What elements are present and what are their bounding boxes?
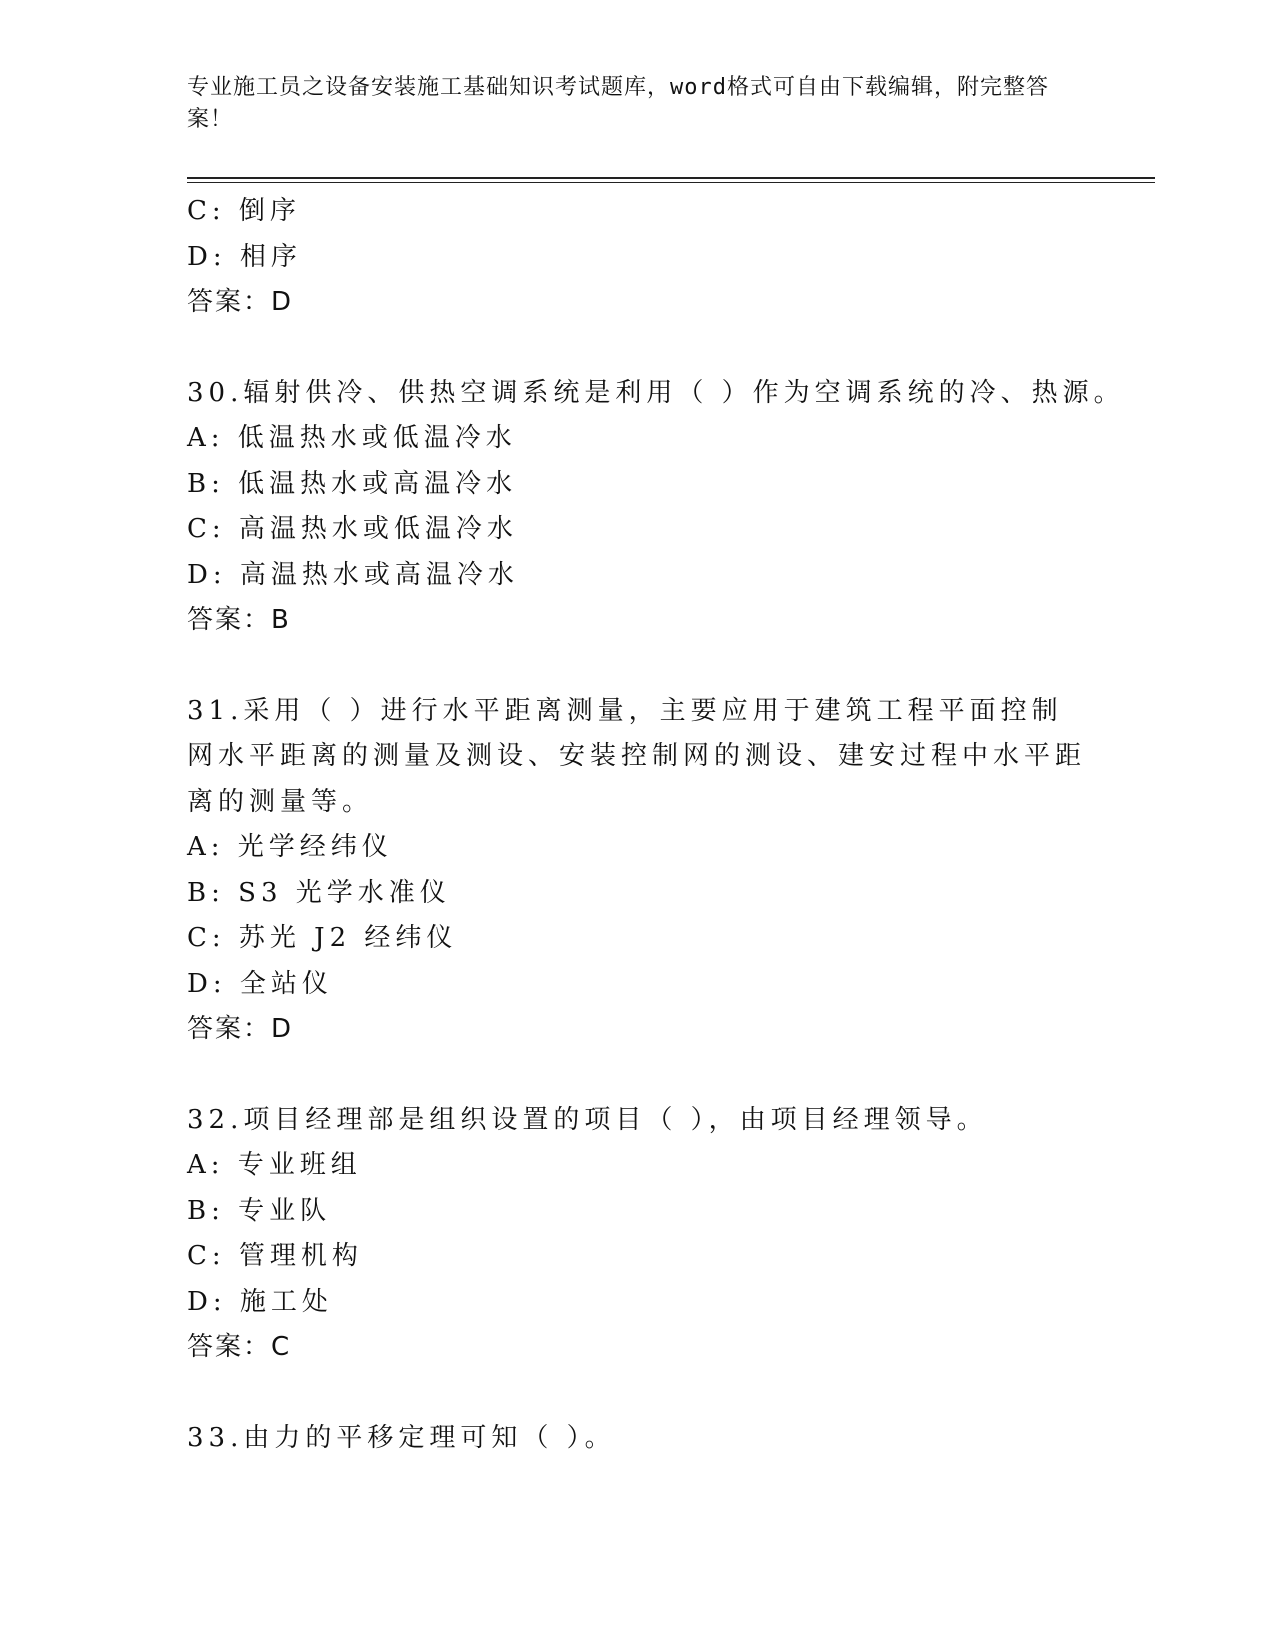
- question-32: [187, 1098, 1087, 1371]
- spacer: [187, 644, 1087, 689]
- option-a: A: 光学经纬仪: [187, 832, 393, 862]
- option-b: B: 低温热水或高温冷水: [187, 468, 518, 499]
- option-a: A: 专业班组: [187, 1150, 362, 1180]
- spacer: [187, 326, 1087, 371]
- spacer: [187, 1053, 1087, 1098]
- answer: 答案：D: [187, 1014, 294, 1044]
- question-text: 30.辐射供冷、供热空调系统是利用（ ）作为空调系统的冷、热源。: [187, 377, 1125, 408]
- answer: 答案：C: [187, 1332, 292, 1362]
- option-d: D: 相序: [187, 241, 302, 272]
- question-text: 33.由力的平移定理可知（ ）。: [187, 1422, 616, 1453]
- page-header: 专业施工员之设备安装施工基础知识考试题库，word格式可自由下载编辑，附完整答案！: [187, 75, 1049, 132]
- option-c: C: 管理机构: [187, 1241, 363, 1271]
- option-d: D: 全站仪: [187, 968, 333, 999]
- option-c: C: 倒序: [187, 196, 301, 226]
- answer: 答案：D: [187, 287, 294, 317]
- header-rule-thin: [187, 182, 1155, 183]
- option-b: B: S3 光学水准仪: [187, 877, 451, 908]
- option-d: D: 高温热水或高温冷水: [187, 559, 519, 590]
- option-b: B: 专业队: [187, 1195, 332, 1226]
- header-rule-thick: [187, 177, 1155, 179]
- option-d: D: 施工处: [187, 1286, 333, 1317]
- spacer: [187, 1371, 1087, 1416]
- question-text: 32.项目经理部是组织设置的项目（ ），由项目经理领导。: [187, 1104, 988, 1135]
- option-a: A: 低温热水或低温冷水: [187, 423, 517, 453]
- question-30: [187, 371, 1125, 644]
- option-c: C: 高温热水或低温冷水: [187, 514, 518, 544]
- question-33: [187, 1416, 1087, 1462]
- question-list: [187, 189, 1125, 1461]
- question-31: [187, 689, 1087, 1053]
- answer: 答案：B: [187, 605, 291, 635]
- question-text: 31.采用（ ）进行水平距离测量，主要应用于建筑工程平面控制网水平距离的测量及测设、安装控制网的测设、建安过程中水平距离的测量等。: [187, 695, 1087, 817]
- question-29-tail: [187, 189, 1087, 326]
- option-c: C: 苏光 J2 经纬仪: [187, 923, 458, 953]
